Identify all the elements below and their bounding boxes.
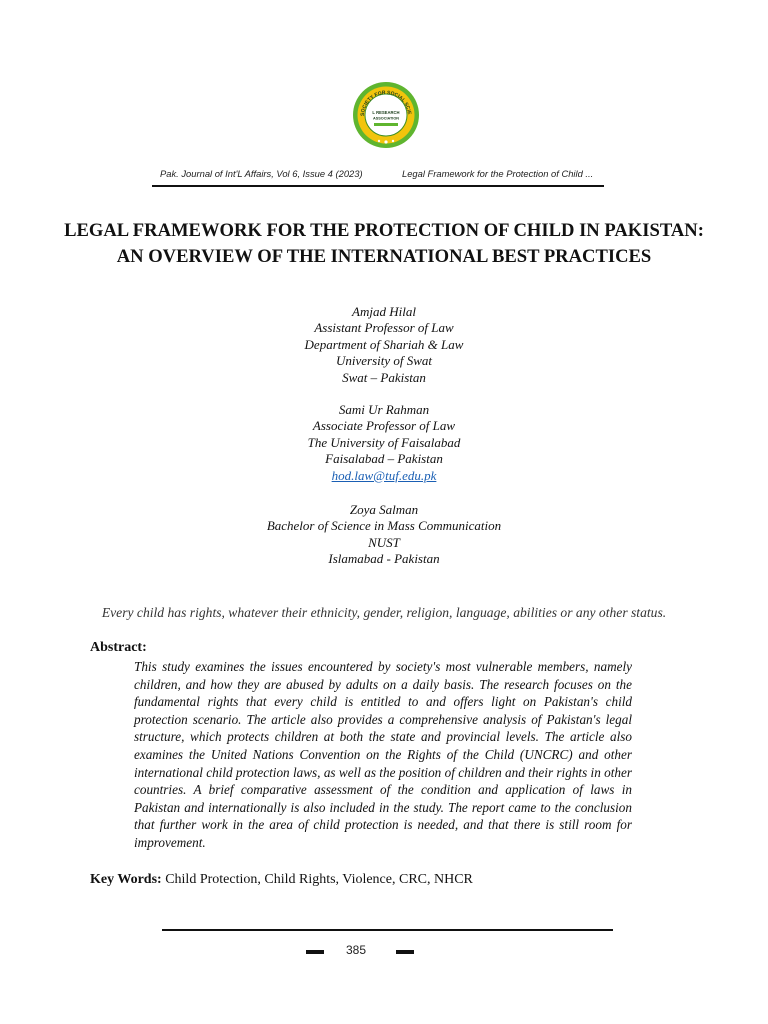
author-2 [184, 402, 584, 484]
abstract-heading: Abstract: [90, 640, 147, 655]
author-position: Associate Professor of Law [312, 418, 456, 434]
author-location: Islamabad - Pakistan [328, 551, 440, 567]
logo-center-line-1: L RESEARCH [372, 110, 400, 115]
journal-logo [352, 80, 420, 150]
keywords-list: Child Protection, Child Rights, Violence, CRC, NHCR [165, 872, 473, 887]
author-name: Sami Ur Rahman [338, 402, 430, 417]
author-location: Swat – Pakistan [342, 369, 426, 385]
page-number: 385 [345, 943, 367, 957]
keywords-label: Key Words: [90, 872, 162, 887]
author-institution: University of Swat [335, 353, 433, 369]
page-number-dash-right [396, 950, 414, 954]
author-institution: NUST [368, 534, 400, 550]
footer-rule [162, 929, 613, 931]
journal-citation: Pak. Journal of Int'L Affairs, Vol 6, Issue 4 (2023) [160, 168, 363, 179]
association-seal-icon [352, 80, 420, 150]
author-name: Zoya Salman [349, 502, 419, 517]
header-rule [152, 185, 604, 187]
author-department: Department of Shariah & Law [304, 336, 464, 352]
keywords [90, 872, 473, 888]
author-email-link[interactable]: hod.law@tuf.edu.pk [331, 467, 437, 483]
logo-ring-text: SOCIETY FOR SOCIAL SCIE [359, 89, 412, 117]
author-3 [184, 502, 584, 568]
abstract-text: This study examines the issues encountered by society's most vulnerable members, namely children, and how they are abused by adults on a daily basis. The research focuses on the fundamental rights that every child is entitled to and offers light on Pakistan's child protection scenario. The article also provides a comprehensive analysis of Pakistan's legal structure, which protects children at both the state and provincial levels. The article also examines the United Nations Convention on the Rights of the Child (UNCRC) and other international child protection laws, as well as the position of children and their rights in other countries. A brief comparative assessment of the condition and application of laws in Pakistan and internationally is also included in the study. The report came to the conclusion that further work in the area of child protection is needed, and that there is still room for improvement. [134, 659, 632, 850]
author-program: Bachelor of Science in Mass Communication [266, 518, 502, 534]
paper-title: LEGAL FRAMEWORK FOR THE PROTECTION OF CHILD IN PAKISTAN: AN OVERVIEW OF THE INTERNATIONAL BEST PRACTICES [64, 220, 704, 267]
page-number-dash-left [306, 950, 324, 954]
author-position: Assistant Professor of Law [314, 320, 454, 336]
epigraph-quote: Every child has rights, whatever their ethnicity, gender, religion, language, abilities or any other status. [101, 605, 667, 620]
logo-center-line-2: ASSOCIATION [372, 116, 400, 121]
author-location: Faisalabad – Pakistan [325, 451, 443, 467]
author-1 [184, 304, 584, 386]
author-name: Amjad Hilal [352, 304, 416, 319]
running-short-title: Legal Framework for the Protection of Child ... [402, 168, 594, 179]
author-institution: The University of Faisalabad [307, 434, 461, 450]
